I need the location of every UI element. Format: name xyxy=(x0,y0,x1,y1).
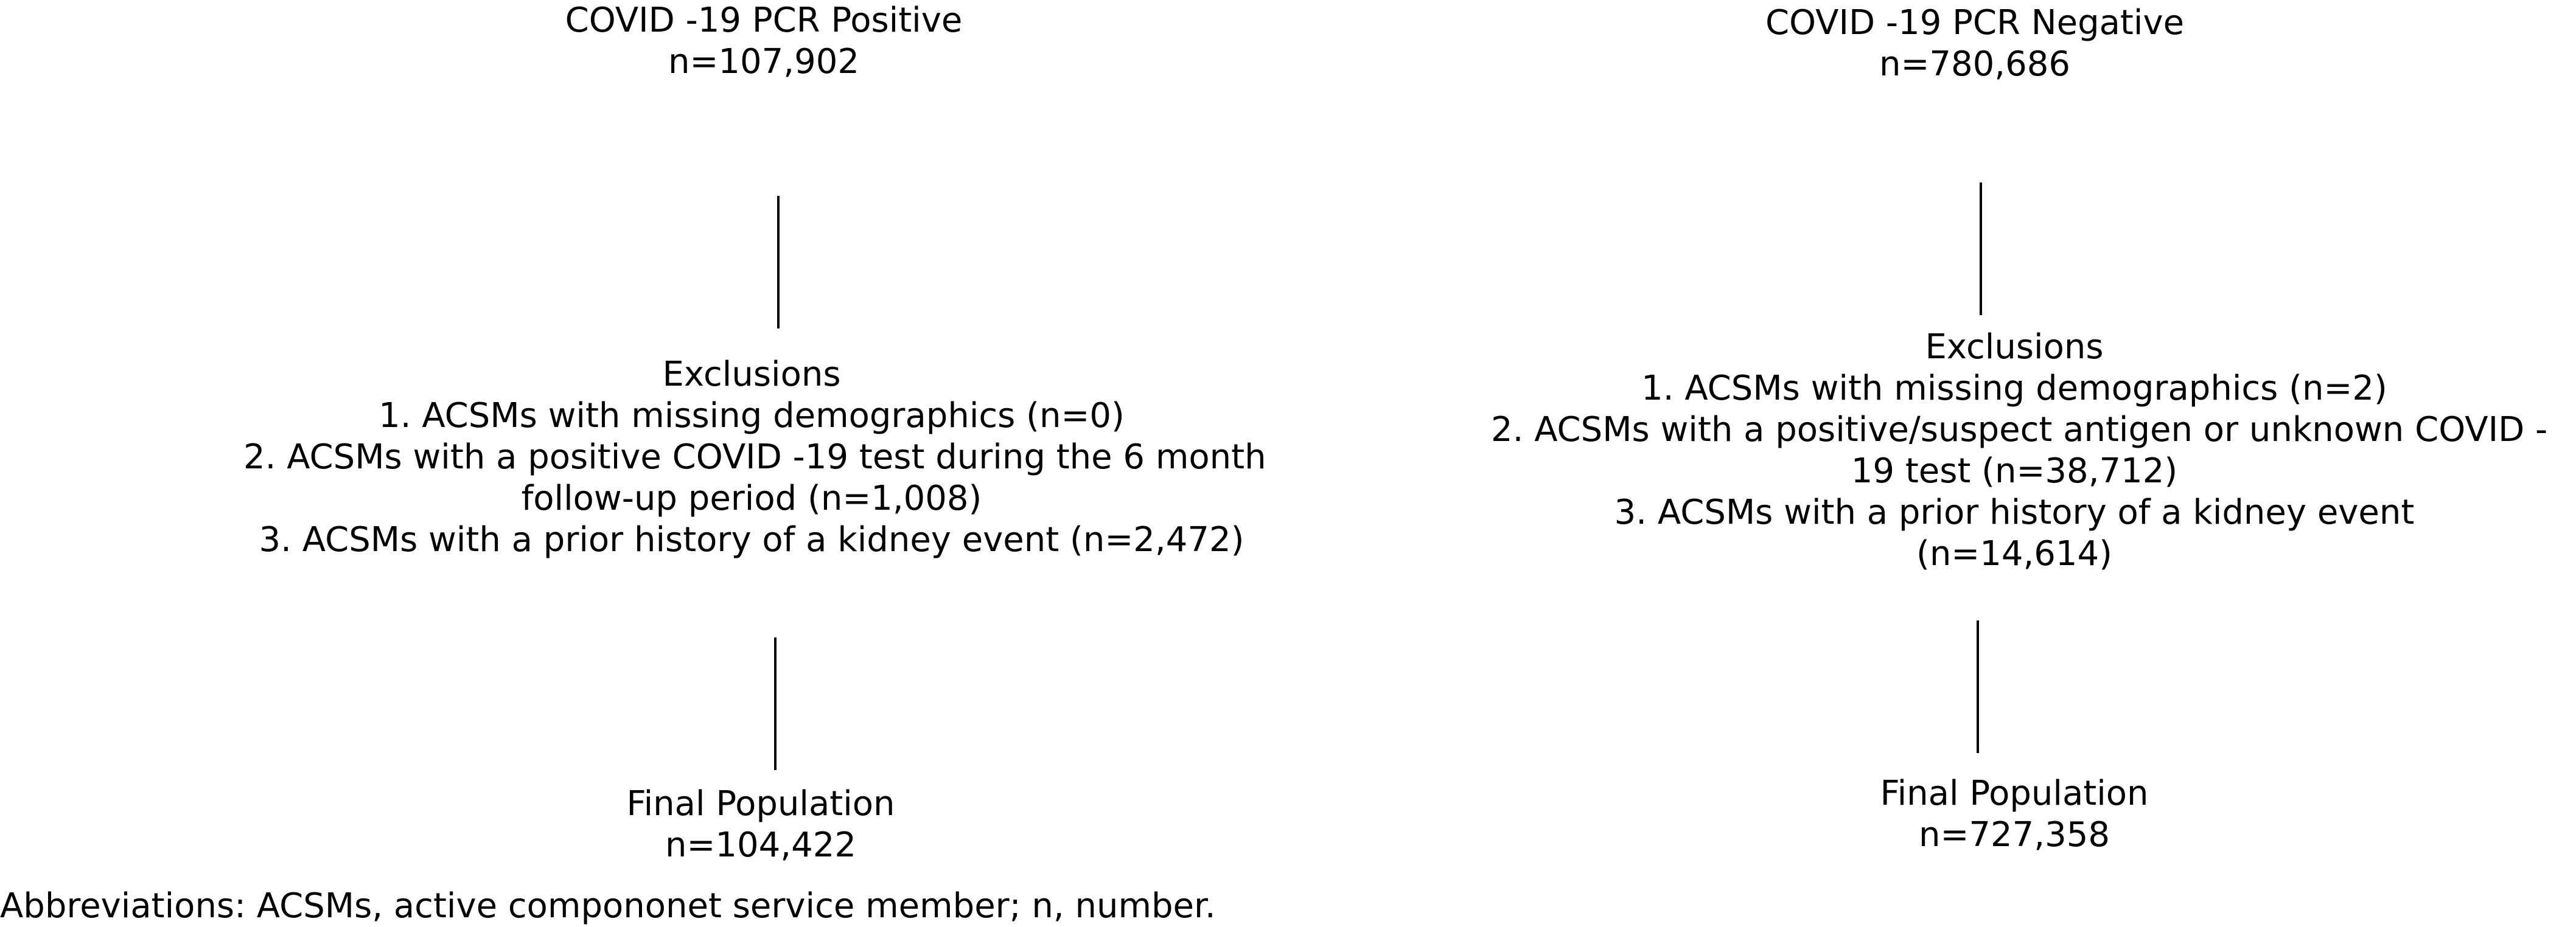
left-connector-top xyxy=(777,196,780,328)
right-exclusion-item-2-cont: 19 test (n=38,712) xyxy=(1851,451,2178,491)
right-header-box xyxy=(1747,2,2203,85)
right-exclusion-item-3-cont: (n=14,614) xyxy=(1916,534,2113,574)
right-connector-bottom xyxy=(1977,620,1979,753)
right-exclusion-item-1: 1. ACSMs with missing demographics (n=2) xyxy=(1641,369,2387,408)
left-exclusions-box xyxy=(243,354,1266,561)
right-final-box xyxy=(1801,773,2227,856)
right-exclusions-title: Exclusions xyxy=(1925,327,2104,367)
abbreviations-footnote: Abbreviations: ACSMs, active compononet service member; n, number. xyxy=(0,886,1216,926)
left-final-title: Final Population xyxy=(626,784,895,824)
left-final-box xyxy=(548,783,974,866)
left-exclusion-item-3: 3. ACSMs with a prior history of a kidney event (n=2,472) xyxy=(259,520,1244,560)
left-header-box xyxy=(536,0,992,83)
right-connector-top xyxy=(1980,182,1982,315)
right-final-count: n=727,358 xyxy=(1919,815,2110,855)
left-exclusion-item-1: 1. ACSMs with missing demographics (n=0) xyxy=(379,396,1125,436)
left-header-title: COVID -19 PCR Positive xyxy=(565,1,963,40)
left-exclusion-item-2-cont: follow-up period (n=1,008) xyxy=(521,479,982,518)
left-header-count: n=107,902 xyxy=(668,42,859,82)
right-exclusions-box xyxy=(1491,327,2548,575)
left-exclusion-item-2: 2. ACSMs with a positive COVID -19 test during the 6 month xyxy=(243,437,1266,477)
right-final-title: Final Population xyxy=(1880,774,2149,813)
left-exclusions-title: Exclusions xyxy=(662,355,841,394)
right-header-count: n=780,686 xyxy=(1879,44,2070,84)
left-final-count: n=104,422 xyxy=(665,825,856,865)
left-connector-bottom xyxy=(774,637,777,770)
right-exclusion-item-2: 2. ACSMs with a positive/suspect antigen or unknown COVID - xyxy=(1491,410,2548,450)
right-exclusion-item-3: 3. ACSMs with a prior history of a kidney event xyxy=(1614,493,2415,532)
right-header-title: COVID -19 PCR Negative xyxy=(1765,3,2185,43)
